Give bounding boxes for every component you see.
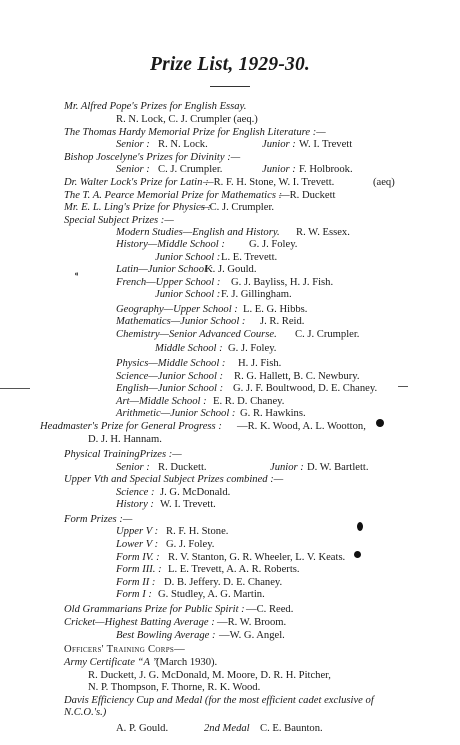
text-line-l25a: Arithmetic—Junior School : bbox=[116, 408, 236, 419]
text-line-l16a: Junior School : bbox=[155, 289, 221, 300]
text-line-l20b: G. J. Foley. bbox=[228, 343, 277, 354]
text-line-l13a: Junior School : bbox=[155, 252, 221, 263]
text-line-l35b: G. J. Foley. bbox=[166, 539, 215, 550]
text-line-l40a: Old Grammarians Prize for Public Spirit : bbox=[64, 604, 245, 615]
text-line-l04a: Senior : bbox=[116, 139, 150, 150]
text-line-l41b: —R. W. Broom. bbox=[217, 617, 287, 628]
text-line-l34a: Upper V : bbox=[116, 526, 159, 537]
text-line-l29c: Junior : bbox=[270, 462, 304, 473]
text-line-l16b: F. J. Gillingham. bbox=[221, 289, 292, 300]
text-line-l36b: R. V. Stanton, G. R. Wheeler, L. V. Keats. bbox=[168, 552, 346, 563]
text-line-l40b: —C. Reed. bbox=[246, 604, 294, 615]
text-line-l23a: English—Junior School : bbox=[116, 383, 224, 394]
margin-mark: ⁌ bbox=[74, 270, 79, 281]
text-line-l08a: The T. A. Pearce Memorial Prize for Mathematics : bbox=[64, 190, 283, 201]
text-line-l42a: Best Bowling Average : bbox=[116, 630, 216, 641]
text-line-l43: Officers' Training Corps— bbox=[64, 644, 185, 655]
text-line-l26a: Headmaster's Prize for General Progress : bbox=[40, 421, 222, 432]
page-title: Prize List, 1929-30. bbox=[150, 54, 310, 75]
text-line-l29a: Senior : bbox=[116, 462, 150, 473]
text-line-l44a: Army Certificate “A ” bbox=[64, 657, 159, 668]
text-line-l20a: Middle School : bbox=[155, 343, 223, 354]
text-line-l28: Physical TrainingPrizes :— bbox=[64, 449, 182, 460]
text-line-l06d: F. Holbrook. bbox=[299, 164, 353, 175]
text-line-l37b: L. E. Trevett, A. A. R. Roberts. bbox=[168, 564, 300, 575]
text-line-l25b: G. R. Hawkins. bbox=[240, 408, 306, 419]
text-line-l04b: R. N. Lock. bbox=[158, 139, 208, 150]
ink-blot bbox=[354, 551, 361, 558]
text-line-l29d: D. W. Bartlett. bbox=[307, 462, 369, 473]
margin-rule bbox=[0, 388, 30, 389]
text-line-l42b: —W. G. Angel. bbox=[219, 630, 285, 641]
text-line-l17b: L. E. G. Hibbs. bbox=[243, 304, 308, 315]
text-line-l10: Special Subject Prizes :— bbox=[64, 215, 174, 226]
text-line-l22b: R. G. Hallett, B. C. Newbury. bbox=[234, 371, 360, 382]
text-line-l39a: Form I : bbox=[116, 589, 152, 600]
text-line-l31a: Science : bbox=[116, 487, 155, 498]
text-line-l38a: Form II : bbox=[116, 577, 156, 588]
text-line-l15a: French—Upper School : bbox=[116, 277, 221, 288]
title-rule bbox=[210, 86, 250, 87]
text-line-l46: N. P. Thompson, F. Thorne, R. K. Wood. bbox=[88, 682, 261, 693]
text-line-l15b: G. J. Bayliss, H. J. Fish. bbox=[231, 277, 334, 288]
text-line-l19b: C. J. Crumpler. bbox=[295, 329, 360, 340]
ink-blot bbox=[376, 419, 384, 427]
text-line-l49b: 2nd Medal bbox=[204, 723, 250, 734]
text-line-l04c: Junior : bbox=[262, 139, 296, 150]
text-line-l06a: Senior : bbox=[116, 164, 150, 175]
text-line-l45: R. Duckett, J. G. McDonald, M. Moore, D. R. H. Pitcher, bbox=[88, 670, 331, 681]
text-line-l07c: (aeq) bbox=[373, 177, 395, 188]
text-line-l11b: R. W. Essex. bbox=[296, 227, 350, 238]
text-line-l17a: Geography—Upper School : bbox=[116, 304, 238, 315]
text-line-l07b: —R. F. H. Stone, W. I. Trevett. bbox=[203, 177, 335, 188]
text-line-l32a: History : bbox=[116, 499, 154, 510]
text-line-l14a: Latin—Junior School : bbox=[116, 264, 214, 275]
text-line-l05: Bishop Joscelyne's Prizes for Divinity :— bbox=[64, 152, 241, 163]
text-line-l03: The Thomas Hardy Memorial Prize for English Literature :— bbox=[64, 127, 326, 138]
ink-blot bbox=[357, 522, 363, 531]
text-line-l47: Davis Efficiency Cup and Medal (for the most efficient cadet exclusive of bbox=[64, 695, 374, 706]
text-line-l44b: (March 1930). bbox=[156, 657, 218, 668]
text-line-l48: N.C.O.'s.) bbox=[64, 707, 107, 718]
text-line-l01: Mr. Alfred Pope's Prizes for English Essay. bbox=[64, 101, 247, 112]
text-line-l11a: Modern Studies—English and History. bbox=[116, 227, 280, 238]
text-line-l06b: C. J. Crumpler. bbox=[158, 164, 223, 175]
text-line-l02: R. N. Lock, C. J. Crumpler (aeq.) bbox=[116, 114, 258, 125]
text-line-l26b: —R. K. Wood, A. L. Wootton, bbox=[237, 421, 366, 432]
text-line-l07a: Dr. Walter Lock's Prize for Latin : bbox=[64, 177, 209, 188]
text-line-l18b: J. R. Reid. bbox=[260, 316, 305, 327]
text-line-l18a: Mathematics—Junior School : bbox=[116, 316, 246, 327]
text-line-l12b: G. J. Foley. bbox=[249, 239, 298, 250]
text-line-l32b: W. I. Trevett. bbox=[160, 499, 216, 510]
tick-mark bbox=[398, 386, 408, 387]
text-line-l36a: Form IV. : bbox=[116, 552, 160, 563]
text-line-l21a: Physics—Middle School : bbox=[116, 358, 226, 369]
text-line-l08b: —R. Duckett bbox=[279, 190, 336, 201]
text-line-l09a: Mr. E. L. Ling's Prize for Physics : bbox=[64, 202, 212, 213]
text-line-l21b: H. J. Fish. bbox=[238, 358, 282, 369]
text-line-l04d: W. I. Trevett bbox=[299, 139, 353, 150]
text-line-l34b: R. F. H. Stone. bbox=[166, 526, 229, 537]
text-line-l09b: —C. J. Crumpler. bbox=[199, 202, 275, 213]
text-line-l19a: Chemistry—Senior Advanced Course. bbox=[116, 329, 277, 340]
text-line-l35a: Lower V : bbox=[116, 539, 159, 550]
text-line-l24a: Art—Middle School : bbox=[116, 396, 207, 407]
text-line-l30: Upper Vth and Special Subject Prizes combined :— bbox=[64, 474, 284, 485]
text-line-l29b: R. Duckett. bbox=[158, 462, 207, 473]
text-line-l13b: L. E. Trevett. bbox=[221, 252, 278, 263]
text-line-l49a: A. P. Gould. bbox=[116, 723, 169, 734]
text-line-l06c: Junior : bbox=[262, 164, 296, 175]
text-line-l27: D. J. H. Hannam. bbox=[88, 434, 162, 445]
text-line-l39b: G. Studley, A. G. Martin. bbox=[158, 589, 265, 600]
text-line-l23b: G. J. F. Boultwood, D. E. Chaney. bbox=[233, 383, 378, 394]
text-line-l12a: History—Middle School : bbox=[116, 239, 225, 250]
text-line-l24b: E. R. D. Chaney. bbox=[213, 396, 285, 407]
text-line-l22a: Science—Junior School : bbox=[116, 371, 224, 382]
text-line-l31b: J. G. McDonald. bbox=[160, 487, 231, 498]
text-line-l49c: C. E. Baunton. bbox=[260, 723, 323, 734]
text-line-l41a: Cricket—Highest Batting Average : bbox=[64, 617, 215, 628]
text-line-l37a: Form III. : bbox=[116, 564, 162, 575]
text-line-l14b: K. J. Gould. bbox=[205, 264, 257, 275]
text-line-l33: Form Prizes :— bbox=[64, 514, 133, 525]
text-line-l38b: D. B. Jeffery. D. E. Chaney. bbox=[164, 577, 283, 588]
